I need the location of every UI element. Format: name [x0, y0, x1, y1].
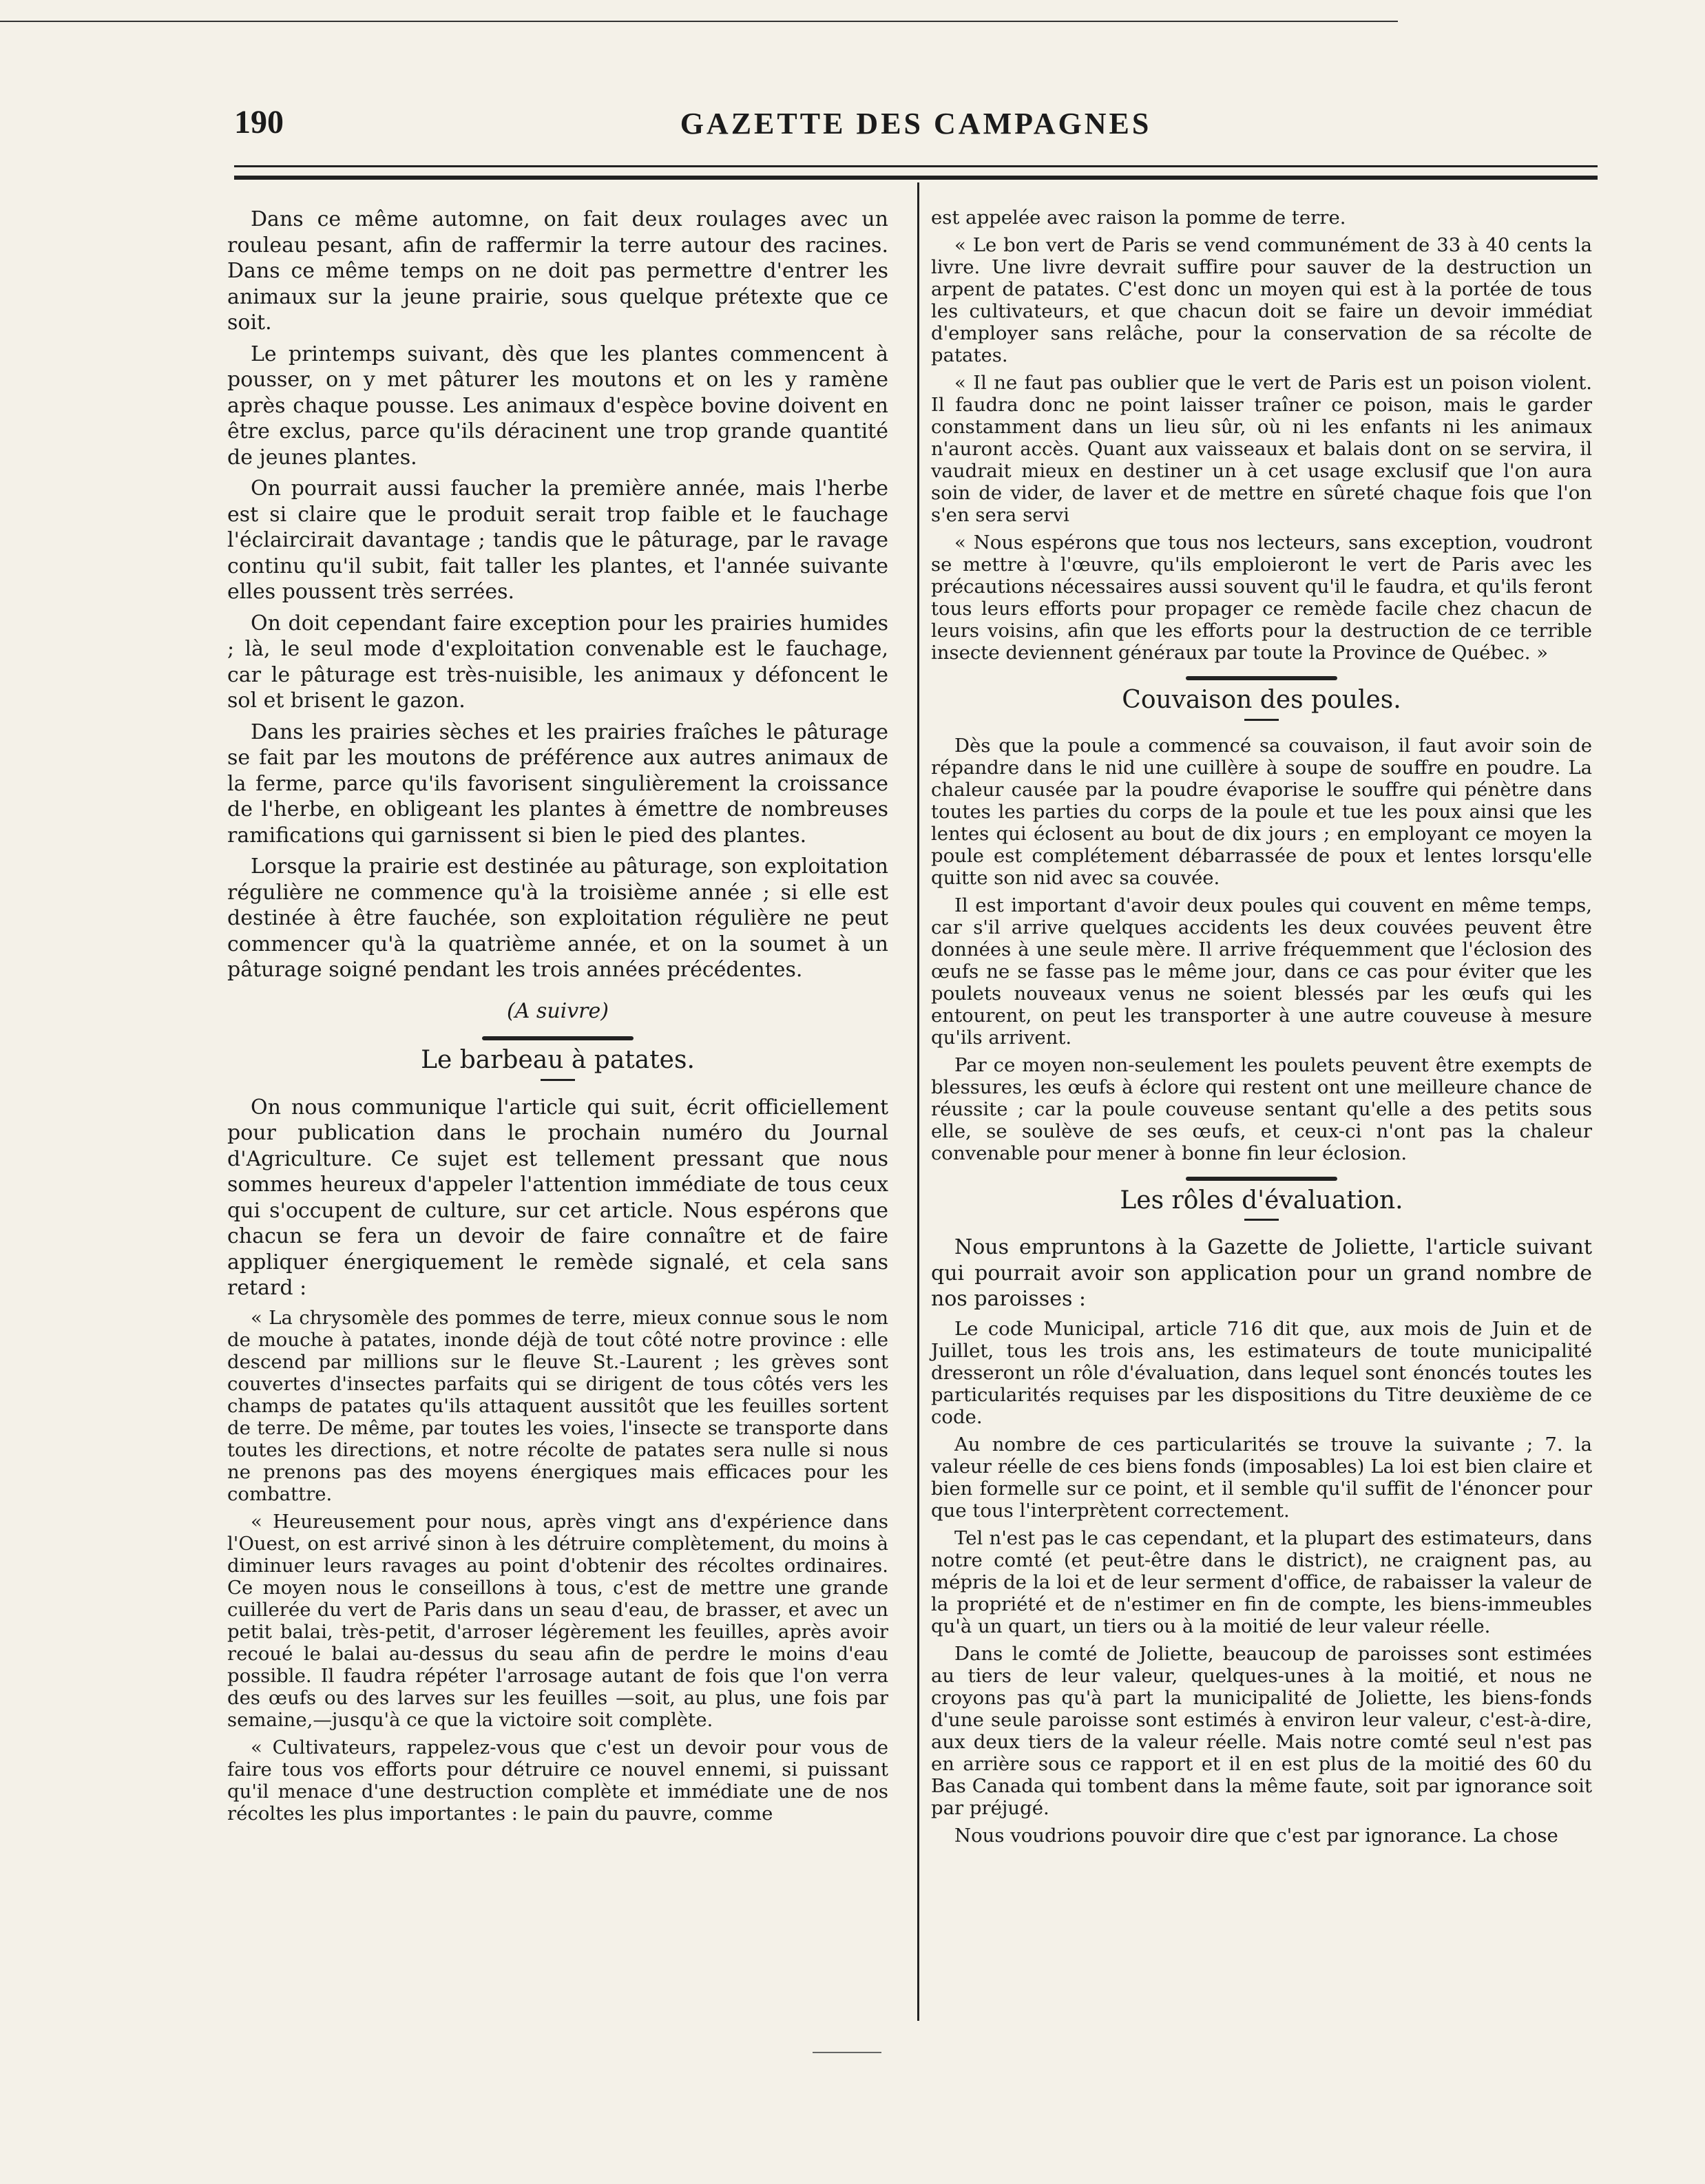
- header-rule: [234, 165, 1598, 180]
- section-title: Les rôles d'évaluation.: [1120, 1186, 1403, 1215]
- page-number: 190: [234, 104, 284, 140]
- paragraph: Lorsque la prairie est destinée au pâturage, son exploitation régulière ne commence qu'à la troisième année ; si elle est destinée à être fauchée, son exploitation régulière ne peut commencer qu'à la quatrième année, et on la soumet à un pâturage soigné pendant les trois années précédentes.: [227, 854, 888, 982]
- paragraph: Dans le comté de Joliette, beaucoup de paroisses sont estimées au tiers de leur valeur, quelques-unes à la moitié, et nous ne croyons pas qu'à part la municipalité de Joliette, les biens-fonds d'une seule paroisse sont estimés à environ leur valeur, c'est-à-dire, aux deux tiers de la valeur réelle. Mais notre comté seul n'est pas en arrière sous ce rapport et il en est plus de la moitié des 60 du Bas Canada qui tombent dans la même faute, soit par ignorance soit par préjugé.: [931, 1642, 1592, 1819]
- heading-rule: [1186, 676, 1337, 680]
- paragraph: Dans les prairies sèches et les prairies fraîches le pâturage se fait par les moutons de préférence aux autres animaux de la ferme, parce qu'ils favorisent singulièrement la croissance de l'herbe, en obligeant les plantes à émettre de nombreuses ramifications qui garnissent si bien le pied des plantes.: [227, 720, 888, 848]
- paragraph: Dès que la poule a commencé sa couvaison, il faut avoir soin de répandre dans le nid une cuillère à soupe de souffre en poudre. La chaleur causée par la poudre évaporise le souffre qui pénètre dans toutes les parties du corps de la poule et tue les poux ainsi que les lentes qui éclosent au bout de dix jours ; en employant ce moyen la poule est complétement débarrassée de poux et lentes lorsqu'elle quitte son nid avec sa couvée.: [931, 734, 1592, 889]
- paragraph: On nous communique l'article qui suit, écrit officiellement pour publication dans le prochain numéro du Journal d'Agriculture. Ce sujet est tellement pressant que nous sommes heureux d'appeler l'attention immédiate de tous ceux qui s'occupent de culture, sur cet article. Nous espérons que chacun se fera un devoir de faire connaître et de faire appliquer énergiquement le remède signalé, et cela sans retard :: [227, 1095, 888, 1300]
- paragraph: Nous empruntons à la Gazette de Joliette, l'article suivant qui pourrait avoir son application pour un grand nombre de nos paroisses :: [931, 1235, 1592, 1311]
- quoted-paragraph: est appelée avec raison la pomme de terre.: [931, 207, 1346, 229]
- heading-rule: [482, 1036, 634, 1040]
- paragraph: Nous voudrions pouvoir dire que c'est par ignorance. La chose: [954, 1824, 1558, 1847]
- paragraph: Il est important d'avoir deux poules qui couvent en même temps, car s'il arrive quelques accidents les deux couvées peuvent être données à une seule mère. Il arrive fréquemment que l'éclosion des œufs ne se fasse pas le même jour, dans ce cas pour éviter que les poulets nouveaux venus ne soient blessés par les œufs qui les entourent, on peut les transporter à une autre couveuse à mesure qu'ils arrivent.: [931, 894, 1592, 1049]
- paragraph: Par ce moyen non-seulement les poulets peuvent être exempts de blessures, les œufs à éclore qui restent ont une meilleure chance de réussite ; car la poule couveuse sentant qu'elle a des petits sous elle, se soulève de ses œufs, et ceux-ci n'ont pas la chaleur convenable pour mener à bonne fin leur éclosion.: [931, 1053, 1592, 1164]
- quoted-paragraph: « La chrysomèle des pommes de terre, mieux connue sous le nom de mouche à patates, inonde déjà de tout côté notre province : elle descend par millions sur le fleuve St.-Laurent ; les grèves sont couvertes d'insectes parfaits qui se dirigent de tous côtés vers les champs de patates qu'ils attaquent aussitôt que les feuilles sortent de terre. De même, par toutes les voies, l'insecte se transporte dans toutes les directions, et notre récolte de patates sera nulle si nous ne prenons pas des moyens énergiques mais efficaces pour les combattre.: [227, 1306, 888, 1505]
- left-column: [227, 207, 888, 1830]
- top-rule: [0, 21, 1398, 22]
- quoted-paragraph: « Il ne faut pas oublier que le vert de Paris est un poison violent. Il faudra donc ne point laisser traîner ce poison, mais le garder constamment dans un lieu sûr, où ni les enfants ni les animaux n'auront accès. Quant aux vaisseaux et balais dont on se servira, il vaudrait mieux en destiner un à cet usage exclusif que l'on aura soin de vider, de laver et de mettre en sûreté chaque fois que l'on s'en sera servi: [931, 372, 1592, 526]
- quoted-paragraph: « Le bon vert de Paris se vend communément de 33 à 40 cents la livre. Une livre devrait suffire pour sauver de la destruction un arpent de patates. C'est donc un moyen qui est à la portée de tous les cultivateurs, et que chacun doit se faire un devoir immédiat d'employer sans relâche, pour la conservation de sa récolte de patates.: [931, 234, 1592, 366]
- column-divider: [917, 182, 919, 2021]
- page-header: [234, 103, 1598, 145]
- section-title: Couvaison des poules.: [1122, 686, 1401, 714]
- paragraph: Au nombre de ces particularités se trouve la suivante ; 7. la valeur réelle de ces biens fonds (imposables) La loi est bien claire et bien formelle sur ce point, et il semble qu'il suffit de l'énoncer pour que tous l'interprètent correctement.: [931, 1433, 1592, 1522]
- paragraph: Tel n'est pas le cas cependant, et la plupart des estimateurs, dans notre comté (et peut-être dans le district), ne craignent pas, au mépris de la loi et de leur serment d'office, de rabaisser la valeur de la propriété et de n'estimer en fin de compte, les biens-immeubles qu'à un quart, un tiers ou à la moitié de leur valeur réelle.: [931, 1526, 1592, 1637]
- heading-rule: [1186, 1177, 1337, 1181]
- heading-dash: [1244, 719, 1279, 721]
- right-column: [931, 207, 1592, 1852]
- paragraph: Dans ce même automne, on fait deux roulages avec un rouleau pesant, afin de raffermir la terre autour des racines. Dans ce même temps on ne doit pas permettre d'entrer les animaux sur la jeune prairie, sous quelque prétexte que ce soit.: [227, 207, 888, 335]
- paragraph: On pourrait aussi faucher la première année, mais l'herbe est si claire que le produit serait trop faible et le fauchage l'éclaircirait davantage ; tandis que le pâturage, par le ravage continu qu'il subit, fait taller les plantes, et l'année suivante elles poussent très serrées.: [227, 476, 888, 604]
- section-heading: [931, 676, 1592, 721]
- quoted-paragraph: « Heureusement pour nous, après vingt ans d'expérience dans l'Ouest, on est arrivé sinon à les détruire complètement, du moins à diminuer leurs ravages au point d'obtenir des récoltes ordinaires. Ce moyen nous le conseillons à tous, c'est de mettre une grande cuillerée du vert de Paris dans un seau d'eau, de brasser, et avec un petit balai, très-petit, d'arroser légèrement les feuilles, après avoir recoué le balai au-dessus du seau afin de perdre le moins d'eau possible. Il faudra répéter l'arrosage autant de fois que l'on verra des œufs ou des larves sur les feuilles —soit, au plus, une fois par semaine,—jusqu'à ce que la victoire soit complète.: [227, 1510, 888, 1731]
- section-heading: [227, 1036, 888, 1081]
- masthead-title: GAZETTE DES CAMPAGNES: [680, 107, 1152, 140]
- quoted-paragraph: « Nous espérons que tous nos lecteurs, sans exception, voudront se mettre à l'œuvre, qu'ils emploieront le vert de Paris avec les précautions nécessaires aussi souvent qu'il le faudra, et qu'ils feront tous leurs efforts pour propager ce remède facile chez chacun de leurs voisins, afin que les efforts pour la destruction de ce terrible insecte deviennent généraux par toute la Province de Québec. »: [931, 532, 1592, 664]
- paragraph: Le code Municipal, article 716 dit que, aux mois de Juin et de Juillet, tous les trois ans, les estimateurs de toute municipalité dresseront un rôle d'évaluation, dans lequel sont énoncés toutes les particularités requises par les dispositions du Titre deuxième de ce code.: [931, 1317, 1592, 1428]
- bottom-rule: [813, 2052, 881, 2053]
- heading-dash: [1244, 1219, 1279, 1221]
- to-be-continued: (A suivre): [507, 998, 609, 1023]
- paragraph: Le printemps suivant, dès que les plantes commencent à pousser, on y met pâturer les moutons et on les y ramène après chaque pousse. Les animaux d'espèce bovine doivent en être exclus, parce qu'ils déracinent une trop grande quantité de jeunes plantes.: [227, 342, 888, 470]
- section-heading: [931, 1177, 1592, 1221]
- paragraph: On doit cependant faire exception pour les prairies humides ; là, le seul mode d'exploitation convenable est le fauchage, car le pâturage est très-nuisible, les animaux y défoncent le sol et brisent le gazon.: [227, 611, 888, 713]
- heading-dash: [541, 1079, 575, 1081]
- section-title: Le barbeau à patates.: [421, 1046, 695, 1074]
- quoted-paragraph: « Cultivateurs, rappelez-vous que c'est un devoir pour vous de faire tous vos efforts pour détruire ce nouvel ennemi, si puissant qu'il menace d'une destruction complète et immédiate une de nos récoltes les plus importantes : le pain du pauvre, comme: [227, 1736, 888, 1825]
